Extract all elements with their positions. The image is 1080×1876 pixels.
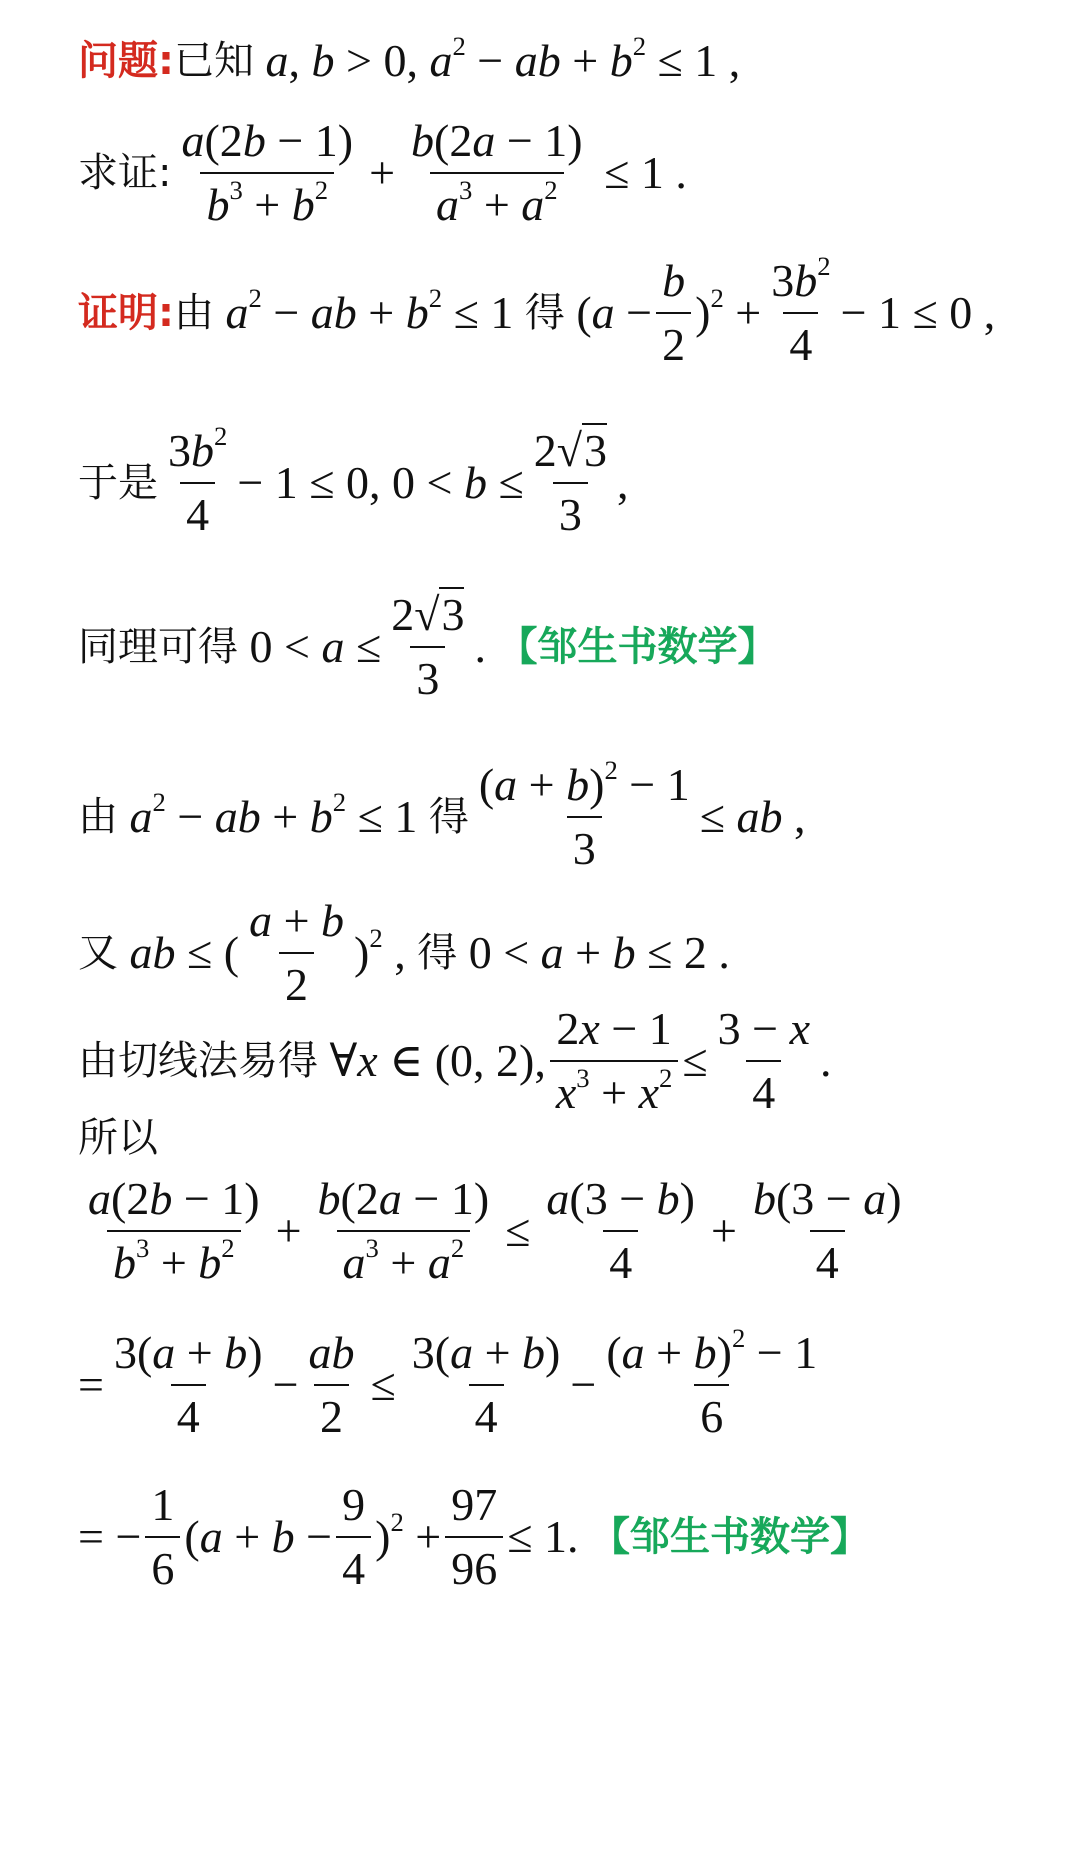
fraction: $\frac{3 - x}{4}$: [717, 1003, 810, 1118]
proof-line-5: 又 ab ≤ ( $\frac{a + b}{2}$ )$^2$ , 得 0 < a + b ≤ 2 .: [78, 895, 730, 1010]
fraction: $\frac{a(2b - 1)}{b^3 + b^2}$: [181, 115, 354, 230]
fraction: $\frac{b(2a - 1)}{a^3 + a^2}$: [411, 115, 583, 230]
fraction: $\frac{2x - 1}{x^3 + x^2}$: [550, 1006, 678, 1116]
fraction: $\frac{3b^2}{4}$: [771, 251, 831, 370]
fraction: $\frac{(a + b)^2 - 1}{3}$: [478, 755, 690, 874]
proof-label: 证明:: [78, 290, 174, 336]
fraction: $\frac{2√3}{3}$: [391, 589, 465, 704]
prove-line: 求证: $\frac{a(2b - 1)}{b^3 + b^2}$ + $\frac{b(2a - 1)}{a^3 + a^2}$ ≤ 1 .: [78, 115, 687, 230]
watermark-text: 【邹生书数学】: [590, 1514, 870, 1560]
problem-label: 问题:: [78, 38, 174, 84]
fraction: $\frac{97}{96}$: [445, 1482, 503, 1592]
problem-line: [78, 31, 741, 86]
fraction: $\frac{2√3}{3}$: [533, 425, 607, 540]
fraction: $\frac{3b^2}{4}$: [168, 421, 228, 540]
given-text: 已知: [174, 38, 254, 84]
problem-math: a, b > 0, $a^2$ − ab + $b^2 \le 1$ ,: [265, 31, 741, 86]
fraction: $\frac{3(a + b)}{4}$: [411, 1327, 561, 1442]
fraction: $\frac{b}{2}$: [656, 258, 691, 368]
proof-line-9: = $\frac{3(a + b)}{4}$ − $\frac{ab}{2}$ ≤ $\frac{3(a + b)}{4}$ − $\frac{(a + b)^2 - 1}{6}$: [78, 1330, 827, 1440]
proof-line-6: 由切线法易得 ∀x ∈ (0, 2), $\frac{2x - 1}{x^3 + x^2}$ ≤ $\frac{3 - x}{4}$ .: [78, 1003, 832, 1118]
fraction: $\frac{b(2a - 1)}{a^3 + a^2}$: [317, 1173, 490, 1288]
watermark-text: 【邹生书数学】: [497, 624, 778, 670]
proof-line-10: = − $\frac{1}{6}$ (a + b − $\frac{9}{4}$ )$^2$ + $\frac{97}{96}$ ≤ 1. 【邹生书数学】: [78, 1479, 870, 1594]
proof-line-2: 于是 $\frac{3b^2}{4}$ − 1 ≤ 0, 0 < b ≤ $\frac{2√3}{3}$ ,: [78, 421, 629, 540]
proof-line-1: 证明: 由 $a^2$ − ab + $b^2 \le 1$ 得 (a − $\frac{b}{2}$ )$^2$ + $\frac{3b^2}{4}$ − 1 ≤ 0 ,: [78, 251, 996, 370]
fraction: $\frac{a(3 - b)}{4}$: [546, 1173, 695, 1288]
fraction: $\frac{b(3 - a)}{4}$: [752, 1173, 902, 1288]
fraction: $\frac{ab}{2}$: [308, 1327, 355, 1442]
fraction: $\frac{3(a + b)}{4}$: [113, 1327, 263, 1442]
proof-line-8: $\frac{a(2b - 1)}{b^3 + b^2}$ + $\frac{b(2a - 1)}{a^3 + a^2}$ ≤ $\frac{a(3 - b)}{4}$ + $\frac{b(3 - a)}{4}$: [78, 1176, 912, 1286]
fraction: $\frac{9}{4}$: [336, 1482, 371, 1592]
fraction: $\frac{a + b}{2}$: [249, 895, 345, 1010]
fraction: $\frac{1}{6}$: [145, 1482, 180, 1592]
proof-line-4: 由 $a^2$ − ab + $b^2 \le 1$ 得 $\frac{(a + b)^2 - 1}{3}$ ≤ ab ,: [78, 755, 806, 874]
proof-line-3: 同理可得 0 < a ≤ $\frac{2√3}{3}$ . 【邹生书数学】: [78, 589, 778, 704]
proof-line-7: 所以: [78, 1115, 158, 1161]
prove-label: 求证:: [78, 150, 172, 196]
fraction: $\frac{a(2b - 1)}{b^3 + b^2}$: [88, 1173, 260, 1288]
fraction: $\frac{(a + b)^2 - 1}{6}$: [606, 1323, 818, 1442]
